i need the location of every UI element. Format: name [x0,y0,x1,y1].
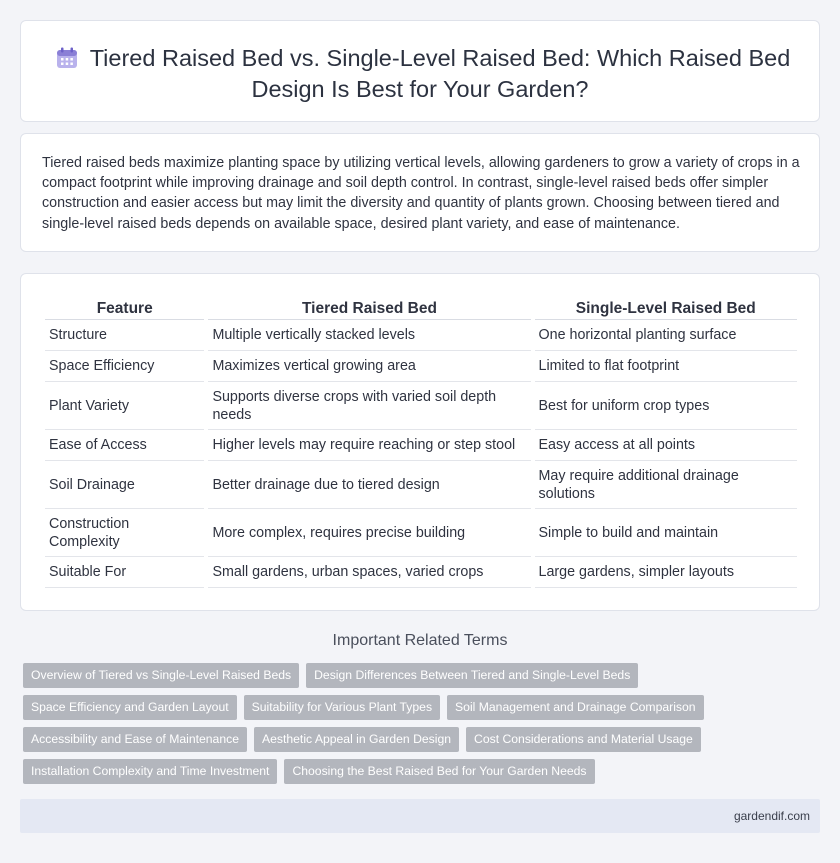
page-title [21,43,819,105]
tag-row [20,727,820,752]
comparison-table-card [20,273,820,611]
table-row [45,509,797,557]
table-cell: Soil Drainage [45,461,204,509]
table-cell: Simple to build and maintain [535,509,798,557]
table-cell: Plant Variety [45,382,204,430]
related-terms-list [20,663,820,791]
related-term-tag[interactable]: Choosing the Best Raised Bed for Your Garden Needs [284,759,594,784]
table-row [45,320,797,351]
table-cell: More complex, requires precise building [208,509,530,557]
table-cell: Structure [45,320,204,351]
title-card [20,20,820,122]
table-cell: Supports diverse crops with varied soil depth needs [208,382,530,430]
related-term-tag[interactable]: Design Differences Between Tiered and Single-Level Beds [306,663,638,688]
related-term-tag[interactable]: Cost Considerations and Material Usage [466,727,701,752]
table-row [45,461,797,509]
column-header: Feature [45,294,204,320]
tag-row [20,759,820,784]
table-row [45,351,797,382]
table-cell: Ease of Access [45,430,204,461]
table-cell: Space Efficiency [45,351,204,382]
tag-row [20,663,820,688]
footer-site-link[interactable]: gardendif.com [733,809,810,823]
footer-bar [20,799,820,833]
table-cell: Construction Complexity [45,509,204,557]
related-term-tag[interactable]: Suitability for Various Plant Types [244,695,440,720]
table-cell: Higher levels may require reaching or step stool [208,430,530,461]
related-term-tag[interactable]: Soil Management and Drainage Comparison [447,695,704,720]
related-term-tag[interactable]: Overview of Tiered vs Single-Level Raised Beds [23,663,299,688]
table-cell: Limited to flat footprint [535,351,798,382]
table-cell: May require additional drainage solutions [535,461,798,509]
table-row [45,382,797,430]
table-row [45,557,797,588]
table-cell: Best for uniform crop types [535,382,798,430]
page-title-text: Tiered Raised Bed vs. Single-Level Raised Bed: Which Raised Bed Design Is Best for Your Garden? [89,45,791,102]
table-row [45,430,797,461]
table-cell: Small gardens, urban spaces, varied crops [208,557,530,588]
table-header-row [45,294,797,320]
comparison-table [41,294,801,588]
table-cell: Maximizes vertical growing area [208,351,530,382]
table-cell: Multiple vertically stacked levels [208,320,530,351]
tag-row [20,695,820,720]
intro-paragraph: Tiered raised beds maximize planting space by utilizing vertical levels, allowing gardeners to grow a variety of crops in a compact footprint while improving drainage and soil depth control. In contrast, single-level raised beds offer simpler construction and easier access but may limit the diversity and quantity of plants grown. Choosing between tiered and single-level raised beds depends on available space, desired plant variety, and ease of maintenance. [42,155,800,232]
related-term-tag[interactable]: Aesthetic Appeal in Garden Design [254,727,459,752]
table-cell: Large gardens, simpler layouts [535,557,798,588]
related-terms-heading: Important Related Terms [332,632,508,649]
related-term-tag[interactable]: Installation Complexity and Time Investment [23,759,277,784]
related-term-tag[interactable]: Space Efficiency and Garden Layout [23,695,237,720]
table-cell: Easy access at all points [535,430,798,461]
column-header: Single-Level Raised Bed [535,294,798,320]
table-cell: Suitable For [45,557,204,588]
table-cell: One horizontal planting surface [535,320,798,351]
intro-card [20,133,820,252]
column-header: Tiered Raised Bed [208,294,530,320]
related-term-tag[interactable]: Accessibility and Ease of Maintenance [23,727,247,752]
table-cell: Better drainage due to tiered design [208,461,530,509]
